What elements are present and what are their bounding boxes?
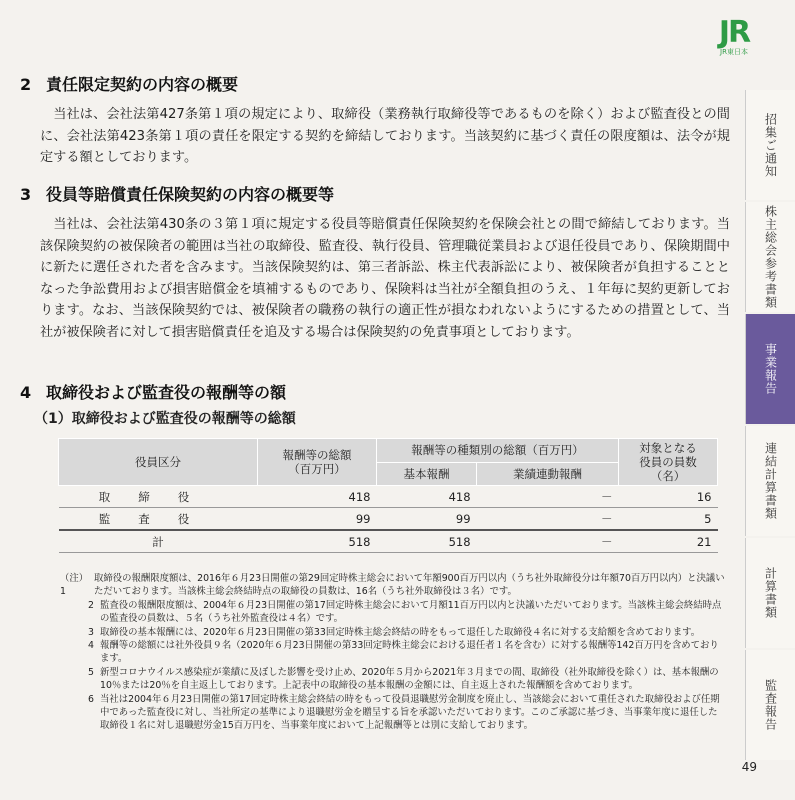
footnote [60,666,725,693]
row-count: 5 [619,508,718,531]
section-2-text: 当社は、会社法第427条第１項の規定により、取締役（業務執行取締役等であるものを除く）および監査役との間に、会社法第423条第１項の責任を限定する契約を締結しております。当該契約に基づく責任の限度額は、法令が規定する額としております。 [40,107,730,165]
remuneration-table [58,438,718,553]
section-4-heading [20,380,286,403]
tab-business-report[interactable] [745,314,795,424]
section-number: 4 [20,383,32,402]
row-total: 418 [258,486,377,508]
footnote-label: 5 [88,666,94,678]
tab-reference-documents[interactable] [745,202,795,312]
tab-convocation-notice[interactable] [745,90,795,200]
section-number: 3 [20,185,32,204]
footnote-text: 報酬等の総額には社外役員９名（2020年６月23日開催の第33回定時株主総会における退任者１名を含む）に対する報酬等142百万円を含めております。 [100,640,719,665]
row-count: 21 [619,530,718,553]
footnote-label: 3 [88,626,94,638]
footnote [60,572,725,599]
header-category: 役員区分 [59,439,258,486]
footnote-label: 4 [88,640,94,652]
section-3-text: 当社は、会社法第430条の３第１項に規定する役員等賠償責任保険契約を保険会社との間で締結しております。当該保険契約の被保険者の範囲は当社の取締役、監査役、執行役員、管理職従業員および退任役員であり、保険期間中に新たに選任された者を含みます。当該保険契約は、第三者訴訟、株主代表訴訟により、被保険者が負担することとなった争訟費用および損害賠償金を填補するものであり、保険料は当社が全額負担のうえ、１年毎に契約更新しております。なお、当該保険契約では、被保険者の職務の執行の適正性が損なわれないようにするための措置として、当社が被保険者に対して損害賠償責任を追及する場合は保険契約の免責事項としております。 [40,217,730,340]
footnote [60,599,725,626]
table-row [59,508,718,531]
header-count: 対象となる 役員の員数 （名） [619,439,718,486]
footnote [60,693,725,733]
footnote [60,626,725,639]
row-perf: － [477,508,619,531]
section-3-heading [20,182,334,205]
section-title: 責任限定契約の内容の概要 [46,75,239,94]
tab-financial-statements[interactable] [745,538,795,648]
footnotes [60,572,725,733]
section-index-tabs [745,90,795,762]
footnote-text: 当社は2004年６月23日開催の第17回定時株主総会終結の時をもって役員退職慰労金制度を廃止し、当該総会において重任された取締役および任期中であった監査役に対し、当社所定の基準により退職慰労金を贈呈する旨を承認いただいております。このご承認に基づき、当事業年度に退任した取締役１名に対し退職慰労金15百万円を、当事業年度において上記報酬等とは別に支給しております。 [100,693,720,732]
footnote-text: 監査役の報酬限度額は、2004年６月23日開催の第17回定時株主総会において月額11百万円以内と決議いただいております。当該株主総会終結時点の監査役の員数は、５名（うち社外監査役は４名）です。 [100,599,722,625]
row-category: 計 [59,530,258,553]
row-basic: 99 [377,508,477,531]
page-number: 49 [741,760,757,774]
table-row [59,486,718,508]
tab-consolidated-statements[interactable] [745,426,795,536]
header-basic: 基本報酬 [377,462,477,486]
row-category: 監査役 [59,508,258,531]
tab-audit-report[interactable] [745,650,795,760]
section-title: 取締役および監査役の報酬等の額 [46,383,287,402]
table-header-row [59,439,718,463]
footnote-label: 6 [88,693,94,705]
row-perf: － [477,530,619,553]
tab-label: 監査報告 [763,679,778,731]
tab-label: 連結計算書類 [763,442,778,520]
header-breakdown: 報酬等の種類別の総額（百万円） [377,439,619,463]
subsection-heading: （1）取締役および監査役の報酬等の総額 [34,411,296,427]
tab-label: 計算書類 [763,567,778,619]
header-perf: 業績連動報酬 [477,462,619,486]
row-basic: 418 [377,486,477,508]
table-row-total [59,530,718,553]
tab-label: 招集ご通知 [763,112,778,178]
section-2-heading [20,72,238,95]
header-total: 報酬等の総額 （百万円） [258,439,377,486]
footnote-text: 新型コロナウイルス感染症が業績に及ぼした影響を受け止め、2020年５月から2021年３月までの間、取締役（社外取締役を除く）は、基本報酬の10％または20％を自主返上しております。上記表中の取締役の基本報酬の金額には、自主返上された報酬額を含めております。 [100,666,719,692]
footnote [60,639,725,666]
tab-label: 株主総会参考書類 [763,205,778,309]
row-total: 518 [258,530,377,553]
row-perf: － [477,486,619,508]
row-basic: 518 [377,530,477,553]
section-title: 役員等賠償責任保険契約の内容の概要等 [46,185,335,204]
row-count: 16 [619,486,718,508]
jr-east-logo [711,15,757,58]
row-category: 取締役 [59,486,258,508]
tab-label: 事業報告 [763,343,778,395]
footnote-text: 取締役の基本報酬には、2020年６月23日開催の第33回定時株主総会終結の時をもって退任した取締役４名に対する支給額を含めております。 [100,626,701,638]
section-number: 2 [20,75,32,94]
logo-mark: JR [718,15,750,50]
row-total: 99 [258,508,377,531]
footnote-text: 取締役の報酬限度額は、2016年６月23日開催の第29回定時株主総会において年額900百万円以内（うち社外取締役分は年額70百万円以内）と決議いただいております。当該株主総会終結時点の取締役の員数は、16名（うち社外取締役は３名）です。 [94,573,725,598]
logo-subtext: JR東日本 [720,48,748,56]
footnote-label: （注）1 [60,573,89,598]
footnote-label: 2 [88,599,94,611]
